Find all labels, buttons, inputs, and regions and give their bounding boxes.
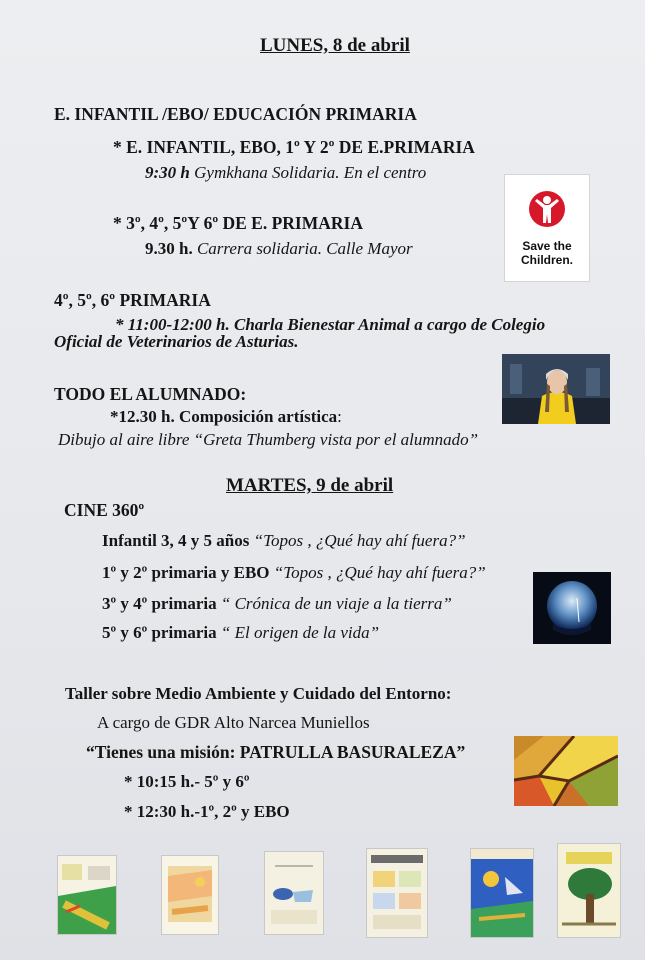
film-row	[102, 594, 452, 614]
film-title: “ Crónica de un viaje a la tierra”	[220, 594, 452, 613]
monday-heading: LUNES, 8 de abril	[260, 35, 410, 56]
mission-title: “Tienes una misión: PATRULLA BASURALEZA”	[86, 742, 466, 762]
drawing-thumbnail	[366, 848, 428, 938]
film-group: 5º y 6º primaria	[102, 623, 221, 642]
group2-label: * 3º, 4º, 5ºY 6º DE E. PRIMARIA	[113, 213, 363, 233]
taller-organizer: A cargo de GDR Alto Narcea Muniellos	[97, 713, 370, 732]
drawing-image	[471, 849, 533, 937]
session-2-time: * 12:30 h.-	[124, 802, 201, 821]
drawing-image	[367, 849, 427, 937]
art-description: Dibujo al aire libre “Greta Thumberg vista por el alumnado”	[58, 430, 479, 449]
taller-heading: Taller sobre Medio Ambiente y Cuidado del Entorno:	[65, 684, 452, 703]
talk-line-1: * 11:00-12:00 h. Charla Bienestar Animal a cargo de Colegio	[115, 315, 546, 334]
earth-photo	[533, 572, 611, 644]
drawing-image	[58, 856, 116, 934]
talk-line-2: Oficial de Veterinarios de Asturias.	[54, 332, 299, 351]
group1-time: 9:30 h	[145, 163, 190, 182]
film-title: “ El origen de la vida”	[220, 623, 380, 642]
film-row	[102, 623, 379, 643]
save-the-children-logo	[504, 174, 590, 282]
group1-activity	[145, 163, 426, 183]
film-row	[102, 563, 486, 583]
film-group: Infantil 3, 4 y 5 años	[102, 531, 254, 550]
earth-photo-image	[533, 572, 611, 644]
tuesday-heading: MARTES, 9 de abril	[226, 475, 394, 496]
cine-heading: CINE 360º	[64, 500, 145, 520]
film-group: 3º y 4º primaria	[102, 594, 221, 613]
primaria-section-heading: 4º, 5º, 6º PRIMARIA	[54, 290, 211, 310]
session-2-groups: 1º, 2º y EBO	[200, 802, 290, 821]
drawing-thumbnail	[470, 848, 534, 938]
patrulla-artwork	[514, 736, 618, 806]
film-title: “Topos , ¿Qué hay ahí fuera?”	[253, 531, 466, 550]
art-colon: :	[337, 407, 342, 426]
greta-photo	[502, 354, 610, 424]
group2-description: Carrera solidaria. Calle Mayor	[192, 239, 413, 258]
art-activity	[110, 407, 342, 427]
film-row	[102, 531, 466, 551]
film-group: 1º y 2º primaria y EBO	[102, 563, 274, 582]
todo-alumnado-heading: TODO EL ALUMNADO:	[54, 384, 247, 404]
session-1: * 10:15 h.- 5º y 6º	[124, 772, 250, 791]
drawing-image	[162, 856, 218, 934]
art-time: *12.30 h. Composición artística	[110, 407, 338, 426]
logo-text-line1: Save the	[522, 239, 572, 253]
group1-label: * E. INFANTIL, EBO, 1º Y 2º DE E.PRIMARIA	[113, 137, 475, 157]
logo-text-line2: Children.	[520, 253, 573, 267]
drawing-image	[558, 844, 620, 937]
save-the-children-emblem-icon	[505, 181, 589, 241]
drawing-thumbnail	[57, 855, 117, 935]
greta-photo-image	[502, 354, 610, 424]
drawing-image	[265, 852, 323, 934]
group2-time: 9.30 h.	[145, 239, 193, 258]
group2-activity	[145, 239, 413, 259]
drawing-thumbnail	[557, 843, 621, 938]
drawing-thumbnail	[161, 855, 219, 935]
film-title: “Topos , ¿Qué hay ahí fuera?”	[273, 563, 486, 582]
session-2	[124, 802, 290, 822]
infantil-section-heading: E. INFANTIL /EBO/ EDUCACIÓN PRIMARIA	[54, 104, 417, 124]
group1-description: Gymkhana Solidaria. En el centro	[189, 163, 427, 182]
patrulla-artwork-image	[514, 736, 618, 806]
drawing-thumbnail	[264, 851, 324, 935]
